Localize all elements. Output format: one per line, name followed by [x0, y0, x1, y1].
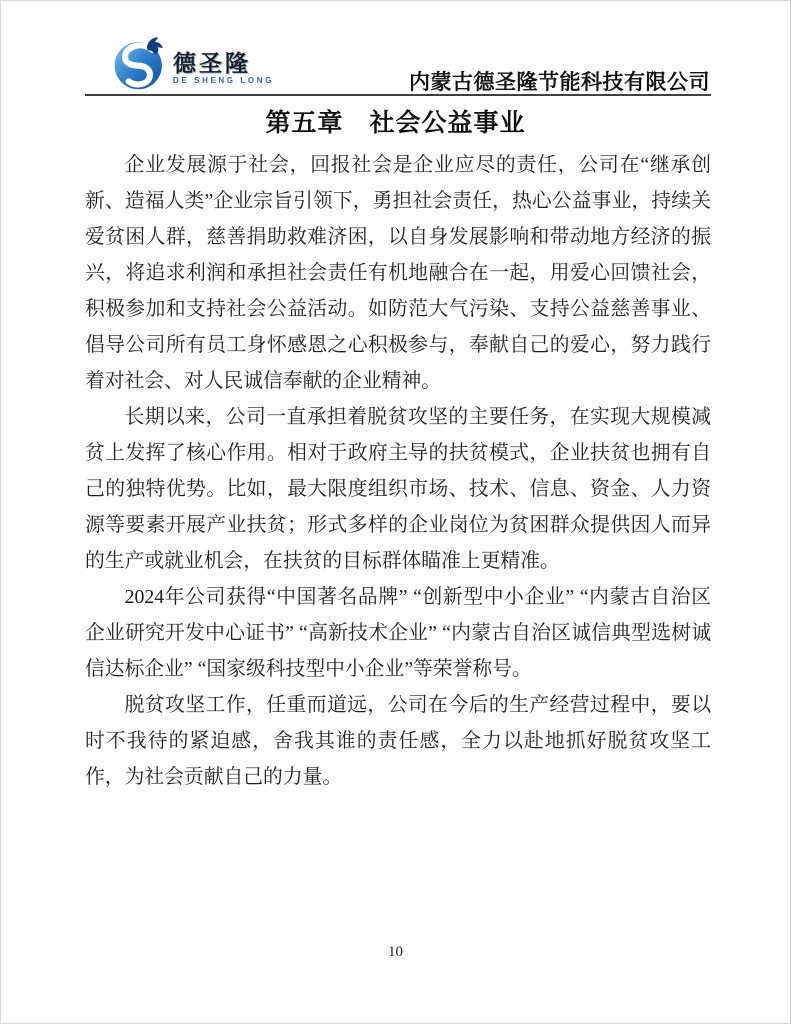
paragraph-4: 脱贫攻坚工作，任重而道远，公司在今后的生产经营过程中，要以时不我待的紧迫感，舍我其谁的责任感，全力以赴地抓好脱贫攻坚工作，为社会贡献自己的力量。 [85, 694, 711, 788]
dragon-s-logo-icon [112, 34, 168, 92]
logo-name-chinese: 德圣隆 [173, 50, 251, 76]
header-divider [85, 94, 711, 96]
company-name: 内蒙古德圣隆节能科技有限公司 [409, 70, 710, 94]
company-logo [112, 34, 274, 92]
page-number: 10 [388, 944, 403, 960]
paragraph-3: 2024年公司获得“中国著名品牌” “创新型中小企业” “内蒙古自治区企业研究开发中心证书” “高新技术企业” “内蒙古自治区诚信典型选树诚信达标企业” “国家级科技型中小企业”等荣誉称号。 [85, 586, 711, 680]
paragraph-2: 长期以来，公司一直承担着脱贫攻坚的主要任务，在实现大规模减贫上发挥了核心作用。相对于政府主导的扶贫模式，企业扶贫也拥有自己的独特优势。比如，最大限度组织市场、技术、信息、资金、人力资源等要素开展产业扶贫；形式多样的企业岗位为贫困群众提供因人而异的生产或就业机会，在扶贫的目标群体瞄准上更精准。 [85, 406, 711, 572]
paragraph-1: 企业发展源于社会，回报社会是企业应尽的责任，公司在“继承创新、造福人类”企业宗旨引领下，勇担社会责任，热心公益事业，持续关爱贫困人群，慈善捐助救难济困，以自身发展影响和带动地方经济的振兴，将追求利润和承担社会责任有机地融合在一起，用爱心回馈社会，积极参加和支持社会公益活动。如防范大气污染、支持公益慈善事业、倡导公司所有员工身怀感恩之心积极参与，奉献自己的爱心，努力践行着对社会、对人民诚信奉献的企业精神。 [85, 154, 711, 392]
body-text [85, 147, 711, 795]
logo-name-english: DE SHENG LONG [173, 76, 274, 85]
chapter-title: 第五章 社会公益事业 [265, 110, 526, 137]
logo-text [173, 51, 274, 85]
